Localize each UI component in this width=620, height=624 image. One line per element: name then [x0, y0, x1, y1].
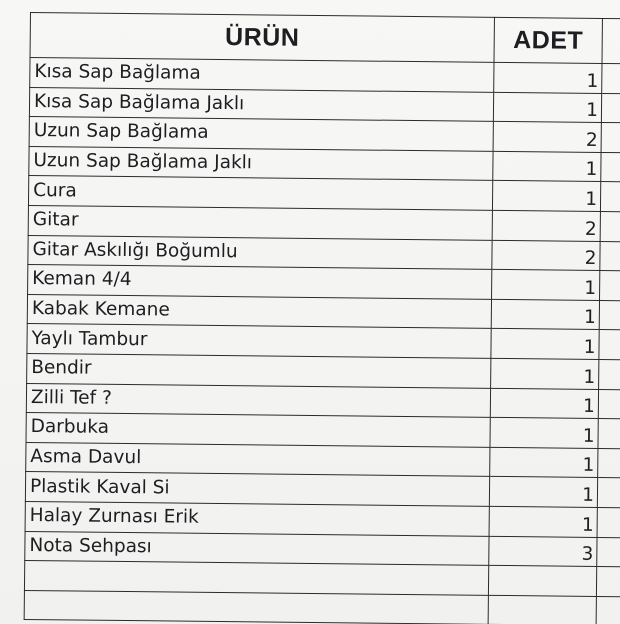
quantity-cell: 1: [490, 447, 598, 478]
product-name-cell: Gitar Askılığı Boğumlu: [28, 235, 492, 269]
extra-cell: [597, 478, 620, 508]
table-header-row: [30, 13, 620, 65]
extra-cell: [597, 537, 620, 567]
quantity-cell: 3: [489, 536, 597, 567]
product-name-cell: Kısa Sap Bağlama Jaklı: [29, 87, 493, 121]
extra-cell: [599, 359, 620, 389]
quantity-cell: 1: [490, 417, 598, 448]
empty-cell: [596, 567, 620, 597]
quantity-cell: 1: [490, 388, 598, 419]
extra-cell: [600, 271, 620, 301]
quantity-cell: 2: [493, 122, 601, 153]
empty-cell: [488, 595, 596, 624]
empty-table-row: [24, 590, 620, 624]
product-name-cell: Nota Sehpası: [25, 531, 489, 565]
product-column-header: ÜRÜN: [30, 13, 494, 63]
product-name-cell: Uzun Sap Bağlama: [29, 117, 493, 151]
product-name-cell: Asma Davul: [26, 442, 490, 476]
product-name-cell: Plastik Kaval Si: [25, 472, 489, 506]
extra-cell: [598, 389, 620, 419]
quantity-cell: 1: [493, 92, 601, 123]
quantity-cell: 1: [491, 299, 599, 330]
table-body: [24, 58, 620, 624]
product-name-cell: Uzun Sap Bağlama Jaklı: [29, 146, 493, 180]
product-name-cell: Yaylı Tambur: [27, 324, 491, 358]
product-name-cell: Zilli Tef ?: [26, 383, 490, 417]
extra-cell: [601, 123, 620, 153]
product-name-cell: Cura: [28, 176, 492, 210]
empty-cell: [24, 561, 488, 595]
extra-cell: [602, 63, 620, 93]
product-name-cell: Keman 4/4: [28, 265, 492, 299]
quantity-cell: 1: [492, 270, 600, 301]
extra-cell: [601, 152, 620, 182]
inventory-table: [24, 12, 620, 624]
extra-cell: [600, 182, 620, 212]
paper-sheet: [24, 12, 620, 624]
product-name-cell: Kısa Sap Bağlama: [30, 58, 494, 92]
quantity-cell: 1: [491, 358, 599, 389]
extra-cell: [601, 93, 620, 123]
extra-cell: [600, 241, 620, 271]
product-name-cell: Kabak Kemane: [27, 294, 491, 328]
quantity-cell: 1: [491, 329, 599, 360]
empty-cell: [24, 590, 488, 624]
quantity-cell: 1: [493, 151, 601, 182]
product-name-cell: Darbuka: [26, 413, 490, 447]
empty-cell: [596, 596, 620, 624]
product-name-cell: Bendir: [27, 353, 491, 387]
extra-cell: [599, 330, 620, 360]
product-name-cell: Gitar: [28, 205, 492, 239]
product-name-cell: Halay Zurnası Erik: [25, 501, 489, 535]
quantity-cell: 1: [494, 62, 602, 93]
extra-cell: [599, 300, 620, 330]
quantity-cell: 1: [489, 477, 597, 508]
extra-cell: [597, 507, 620, 537]
extra-cell: [598, 448, 620, 478]
quantity-cell: 1: [492, 181, 600, 212]
extra-column-header: [602, 18, 620, 64]
quantity-column-header: ADET: [494, 17, 602, 63]
empty-cell: [488, 565, 596, 596]
quantity-cell: 2: [492, 210, 600, 241]
quantity-cell: 2: [492, 240, 600, 271]
extra-cell: [598, 419, 620, 449]
quantity-cell: 1: [489, 506, 597, 537]
extra-cell: [600, 211, 620, 241]
